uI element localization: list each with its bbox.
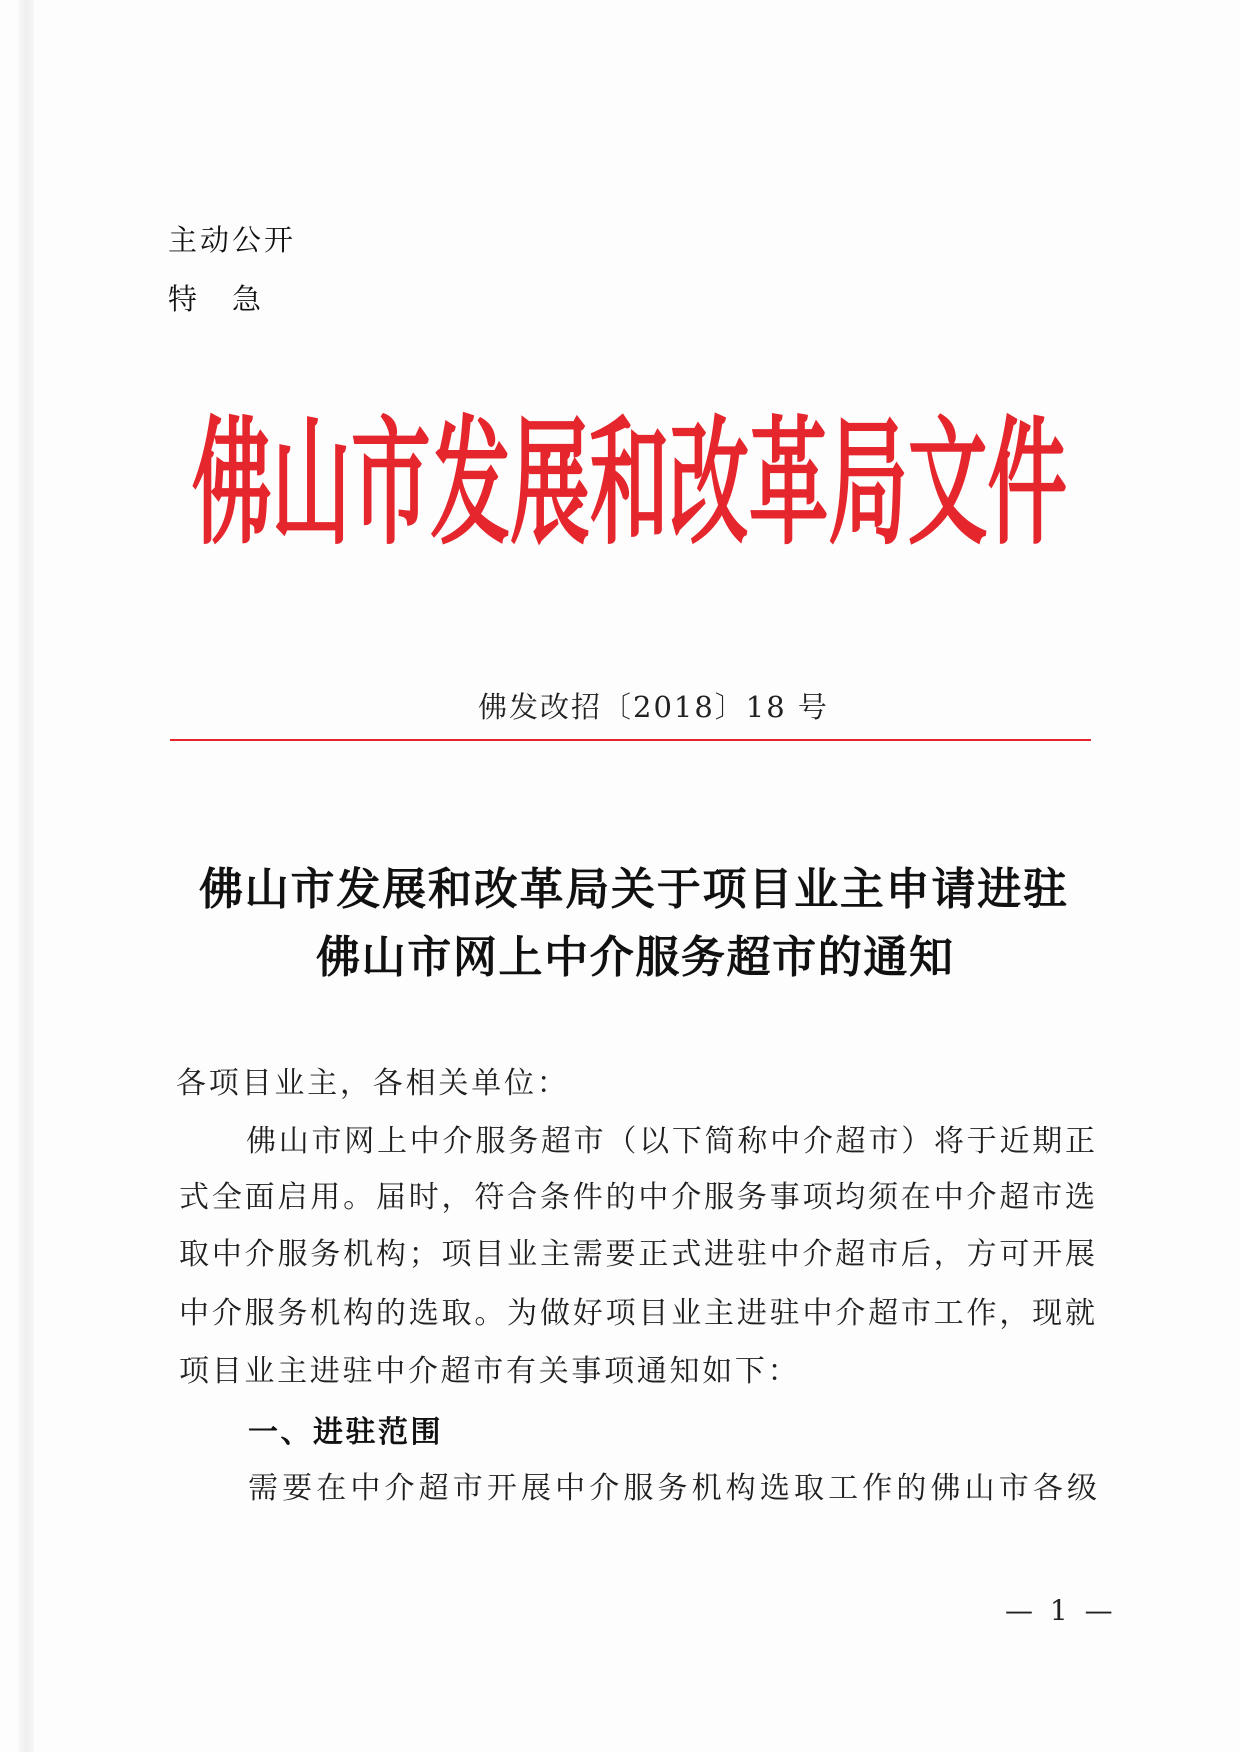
document-title-line-1: 佛山市发展和改革局关于项目业主申请进驻 [199, 864, 1067, 915]
scan-edge [18, 0, 34, 1752]
document-title-line-2: 佛山市网上中介服务超市的通知 [316, 932, 953, 983]
section-heading-scope: 一、进驻范围 [248, 1415, 443, 1450]
body-line-1: 佛山市网上中介服务超市（以下简称中介超市）将于近期正 [246, 1124, 1095, 1159]
red-divider-line [170, 739, 1091, 741]
section-body-line-1: 需要在中介超市开展中介服务机构选取工作的佛山市各级 [248, 1471, 1097, 1506]
body-line-2: 式全面启用。届时，符合条件的中介服务事项均须在中介超市选 [179, 1180, 1095, 1215]
urgency-label: 特 急 [168, 282, 265, 316]
letterhead-title-text: 佛山市发展和改革局文件 [192, 405, 1067, 564]
body-line-3: 取中介服务机构；项目业主需要正式进驻中介超市后，方可开展 [179, 1237, 1095, 1272]
disclosure-label: 主动公开 [168, 223, 297, 257]
letterhead-title [190, 405, 1070, 565]
document-number: 佛发改招〔2018〕18 号 [478, 690, 829, 724]
body-line-4: 中介服务机构的选取。为做好项目业主进驻中介超市工作，现就 [179, 1296, 1095, 1331]
page-number: — 1 — [1005, 1594, 1117, 1627]
salutation: 各项目业主，各相关单位： [176, 1066, 570, 1101]
body-line-5: 项目业主进驻中介超市有关事项通知如下： [179, 1354, 801, 1389]
